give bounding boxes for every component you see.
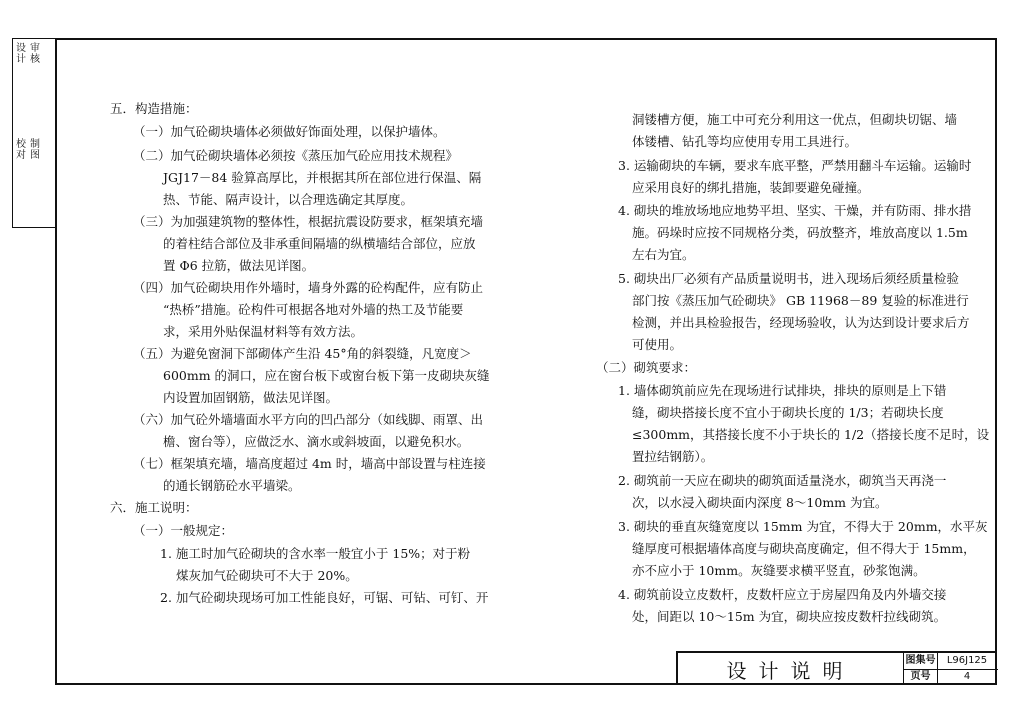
title-block-grid xyxy=(903,653,998,685)
text-line: 求，采用外贴保温材料等有效方法。 xyxy=(163,324,364,339)
text-line: 4. 砌块的堆放场地应地势平坦、坚实、干燥，并有防雨、排水措 xyxy=(618,203,972,218)
atlas-label: 图集号 xyxy=(904,653,938,669)
margin-label-design: 设计 xyxy=(16,43,26,65)
text-line: 部门按《蒸压加气砼砌块》 GB 11968－89 复验的标准进行 xyxy=(632,293,969,308)
text-line: 3. 运输砌块的车辆，要求车底平整，严禁用翻斗车运输。运输时 xyxy=(618,158,972,173)
text-line: 缝，砌块搭接长度不宜小于砌块长度的 1/3；若砌块长度 xyxy=(632,405,944,420)
text-line: （一）加气砼砌块墙体必须做好饰面处理，以保护墙体。 xyxy=(133,124,446,139)
text-line: 缝厚度可根据墙体高度与砌块高度确定，但不得大于 15mm， xyxy=(632,541,976,556)
text-line: 六．施工说明： xyxy=(110,500,198,515)
text-line: 左右为宜。 xyxy=(632,247,695,262)
text-line: 4. 砌筑前设立皮数杆，皮数杆应立于房屋四角及内外墙交接 xyxy=(618,587,947,602)
text-line: （一）一般规定： xyxy=(133,523,234,538)
text-line: 5. 砌块出厂必须有产品质量说明书，进入现场后须经质量检验 xyxy=(618,271,959,286)
text-line: 应采用良好的绑扎措施，装卸要避免碰撞。 xyxy=(632,180,870,195)
text-line: （三）为加强建筑物的整体性，根据抗震设防要求，框架填充墙 xyxy=(133,214,484,229)
text-line: 2. 砌筑前一天应在砌块的砌筑面适量浇水，砌筑当天再浇一 xyxy=(618,473,947,488)
text-line: 3. 砌块的垂直灰缝宽度以 15mm 为宜，不得大于 20mm，水平灰 xyxy=(618,519,988,534)
text-line: 洞镂槽方便，施工中可充分利用这一优点，但砌块切锯、墙 xyxy=(632,112,958,127)
text-line: 600mm 的洞口，应在窗台板下或窗台板下第一皮砌块灰缝 xyxy=(163,368,490,383)
text-line: （七）框架填充墙，墙高度超过 4m 时，墙高中部设置与柱连接 xyxy=(133,456,486,471)
text-line: （二）砌筑要求： xyxy=(596,360,697,375)
text-line: 热、节能、隔声设计，以合理选确定其厚度。 xyxy=(163,192,414,207)
margin-label-check: 校对 xyxy=(16,139,26,161)
text-line: 次，以水浸入砌块面内深度 8～10mm 为宜。 xyxy=(632,495,888,510)
atlas-value: L96J125 xyxy=(946,655,988,666)
drawing-title: 设计说明 xyxy=(726,658,855,683)
text-line: 煤灰加气砼砌块可不大于 20%。 xyxy=(176,568,358,583)
text-line: 2. 加气砼砌块现场可加工性能良好，可锯、可钻、可钉、开 xyxy=(160,590,489,605)
page-row xyxy=(904,669,998,685)
text-line: 检测，并出具检验报告，经现场验收，认为达到设计要求后方 xyxy=(632,315,970,330)
text-line: 的着柱结合部位及非承重间隔墙的纵横墙结合部位，应放 xyxy=(163,236,476,251)
text-line: 置拉结钢筋）。 xyxy=(632,449,714,464)
text-line: 1. 施工时加气砼砌块的含水率一般宜小于 15%；对于粉 xyxy=(160,546,471,561)
text-line: 亦不应小于 10mm。灰缝要求横平竖直，砂浆饱满。 xyxy=(632,563,926,578)
text-line: 檐、窗台等），应做泛水、滴水或斜坡面，以避免积水。 xyxy=(163,434,470,449)
text-line: ≤300mm，其搭接长度不小于块长的 1/2（搭接长度不足时，设 xyxy=(632,427,990,442)
title-block xyxy=(676,651,997,685)
text-line: 置 Φ6 拉筋，做法见详图。 xyxy=(163,258,315,273)
page-number: 4 xyxy=(963,671,971,682)
text-line: 1. 墙体砌筑前应先在现场进行试排块，排块的原则是上下错 xyxy=(618,383,947,398)
text-line: 的通长钢筋砼水平墙梁。 xyxy=(163,478,301,493)
text-line: 内设置加固钢筋，做法见详图。 xyxy=(163,390,339,405)
text-line: （四）加气砼砌块用作外墙时，墙身外露的砼构配件，应有防止 xyxy=(133,280,484,295)
atlas-row xyxy=(904,653,998,670)
text-line: 处，间距以 10～15m 为宜，砌块应按皮数杆拉线砌筑。 xyxy=(632,609,947,624)
text-line: （六）加气砼外墙墙面水平方向的凹凸部分（如线脚、雨罩、出 xyxy=(133,412,484,427)
text-line: 体镂槽、钻孔等均应使用专用工具进行。 xyxy=(632,134,858,149)
page-label: 页号 xyxy=(904,669,938,685)
text-line: “热桥”措施。砼构件可根据各地对外墙的热工及节能要 xyxy=(163,302,464,317)
text-line: 五．构造措施： xyxy=(110,101,198,116)
margin-label-draw: 制图 xyxy=(30,139,40,161)
text-line: （五）为避免窗洞下部砌体产生沿 45°角的斜裂缝，凡宽度＞ xyxy=(133,346,472,361)
signature-margin-block xyxy=(12,38,56,228)
text-line: JGJ17－84 验算高厚比，并根据其所在部位进行保温、隔 xyxy=(163,170,482,185)
margin-label-review: 审核 xyxy=(30,43,40,65)
text-line: 施。码垛时应按不同规格分类，码放整齐，堆放高度以 1.5m xyxy=(632,225,968,240)
text-line: （二）加气砼砌块墙体必须按《蒸压加气砼应用技术规程》 xyxy=(133,148,459,163)
text-line: 可使用。 xyxy=(632,337,683,352)
